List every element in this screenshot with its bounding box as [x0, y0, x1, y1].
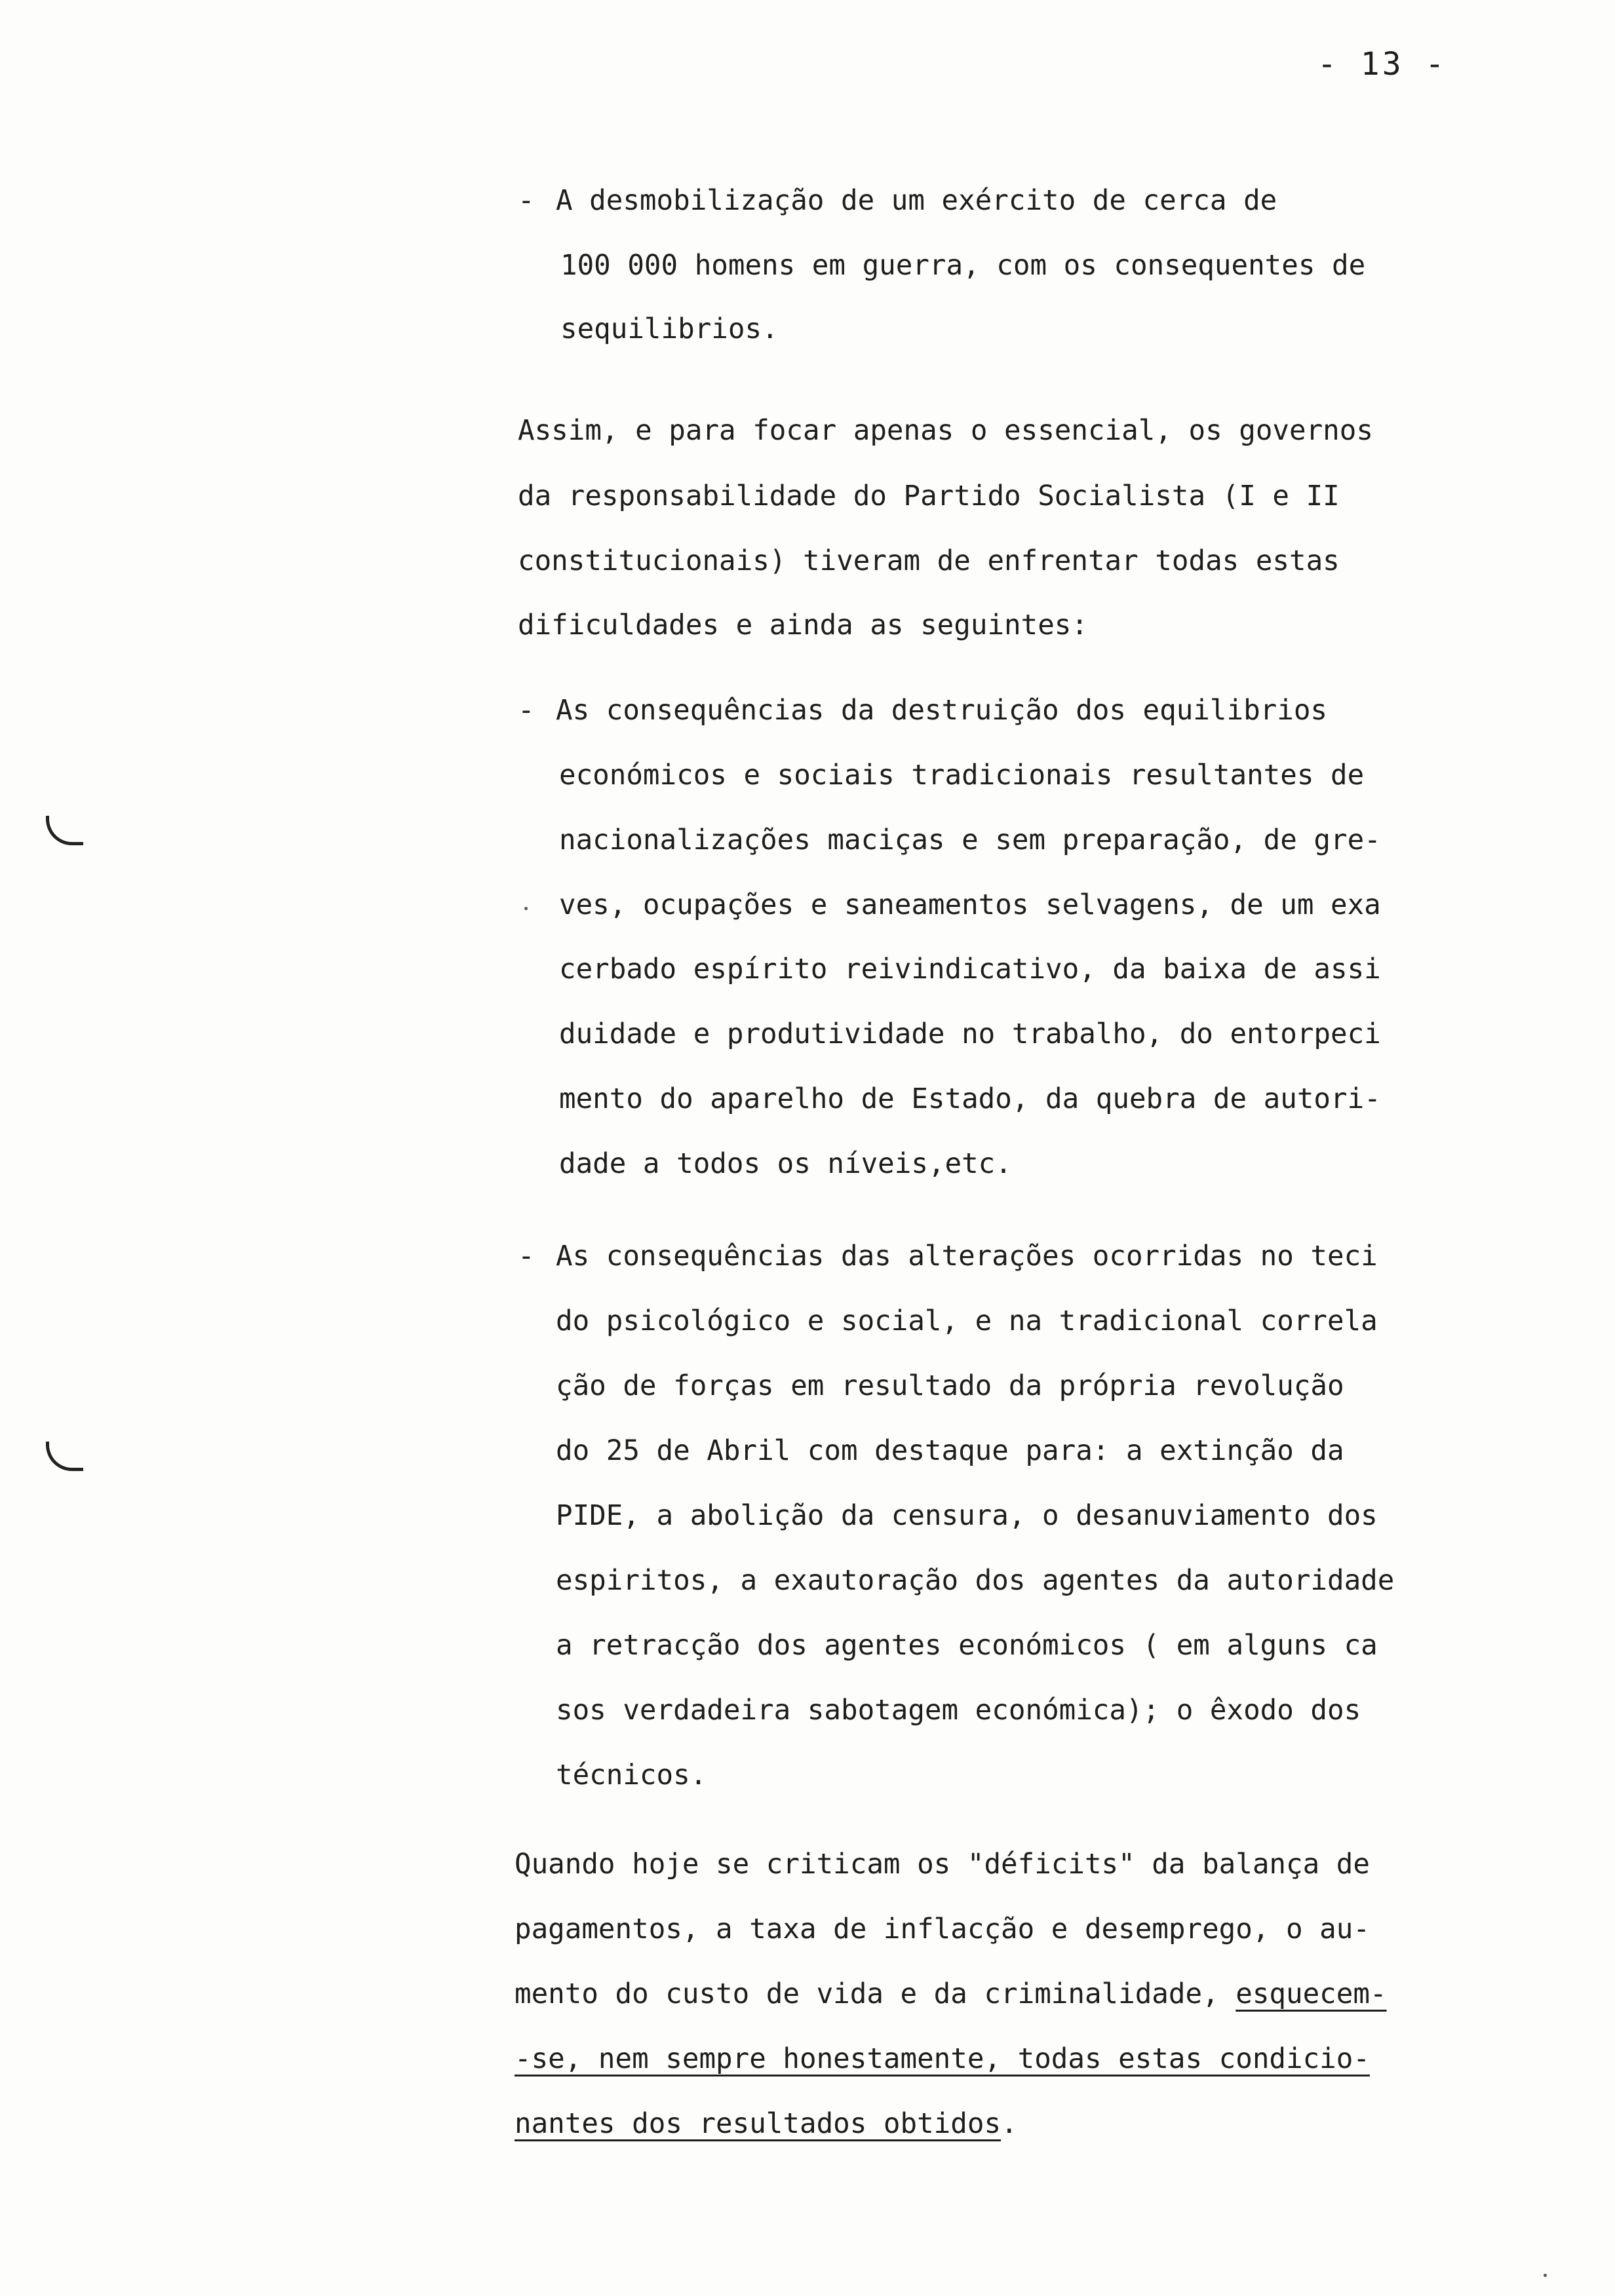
block3-line-5: PIDE, a abolição da censura, o desanuviamento dos — [556, 1500, 1378, 1532]
block3-line-7: a retracção dos agentes económicos ( em alguns ca — [556, 1630, 1378, 1662]
block3-line-8: sos verdadeira sabotagem económica); o êxodo dos — [556, 1694, 1361, 1727]
block1-line-2: 100 000 homens em guerra, com os consequentes de — [560, 250, 1366, 282]
block1-line-3: sequilibrios. — [560, 313, 779, 345]
block3-line-9: técnicos. — [556, 1759, 707, 1791]
bullet-dash: - — [518, 1240, 535, 1272]
block1-line-1: A desmobilização de um exército de cerca de — [556, 185, 1277, 217]
underlined-text: esquecem- — [1236, 1978, 1387, 2010]
paragraph1-line-4: dificuldades e ainda as seguintes: — [518, 609, 1088, 641]
paragraph2-line-4 — [515, 2043, 1370, 2075]
scan-speck — [524, 907, 528, 910]
scan-speck — [1544, 2274, 1547, 2277]
paragraph2-line-5 — [515, 2108, 1018, 2140]
block3-line-6: espiritos, a exautoração dos agentes da autoridade — [556, 1565, 1395, 1597]
page-number: - 13 - — [1317, 46, 1447, 83]
block3-line-3: ção de forças em resultado da própria revolução — [556, 1370, 1344, 1402]
paragraph2-line-3 — [515, 1978, 1387, 2010]
block2-line-4: ves, ocupações e saneamentos selvagens, de um exa — [559, 889, 1381, 921]
paragraph2-line-3-plain: mento do custo de vida e da criminalidade, — [515, 1978, 1236, 2010]
paragraph2-line-2: pagamentos, a taxa de inflacção e desemprego, o au- — [515, 1913, 1370, 1945]
block2-line-8: dade a todos os níveis,etc. — [559, 1148, 1012, 1180]
block2-line-2: económicos e sociais tradicionais resultantes de — [559, 759, 1365, 792]
paragraph2-line-1: Quando hoje se criticam os "déficits" da balança de — [515, 1848, 1370, 1881]
paragraph1-line-3: constitucionais) tiveram de enfrentar todas estas — [518, 545, 1340, 577]
block3-line-4: do 25 de Abril com destaque para: a extinção da — [556, 1435, 1344, 1467]
paragraph1-line-2: da responsabilidade do Partido Socialista (I e II — [518, 480, 1340, 512]
bullet-dash: - — [518, 185, 535, 217]
block3-line-1: As consequências das alterações ocorridas no teci — [556, 1240, 1378, 1272]
underlined-text: nantes dos resultados obtidos — [515, 2108, 1002, 2140]
bullet-dash: - — [518, 695, 535, 727]
block2-line-1: As consequências da destruição dos equilibrios — [556, 695, 1328, 727]
punch-hole-mark — [46, 1442, 83, 1471]
paragraph1-line-1: Assim, e para focar apenas o essencial, os governos — [518, 415, 1373, 447]
block2-line-6: duidade e produtividade no trabalho, do entorpeci — [559, 1018, 1381, 1050]
underlined-text: -se, nem sempre honestamente, todas estas condicio- — [515, 2043, 1370, 2075]
block2-line-3: nacionalizações maciças e sem preparação, de gre- — [559, 824, 1381, 856]
punch-hole-mark — [46, 816, 83, 845]
block2-line-7: mento do aparelho de Estado, da quebra de autori- — [559, 1083, 1381, 1115]
paragraph2-line-5-end: . — [1001, 2108, 1018, 2140]
block3-line-2: do psicológico e social, e na tradicional correla — [556, 1305, 1378, 1337]
block2-line-5: cerbado espírito reivindicativo, da baixa de assi — [559, 953, 1381, 985]
